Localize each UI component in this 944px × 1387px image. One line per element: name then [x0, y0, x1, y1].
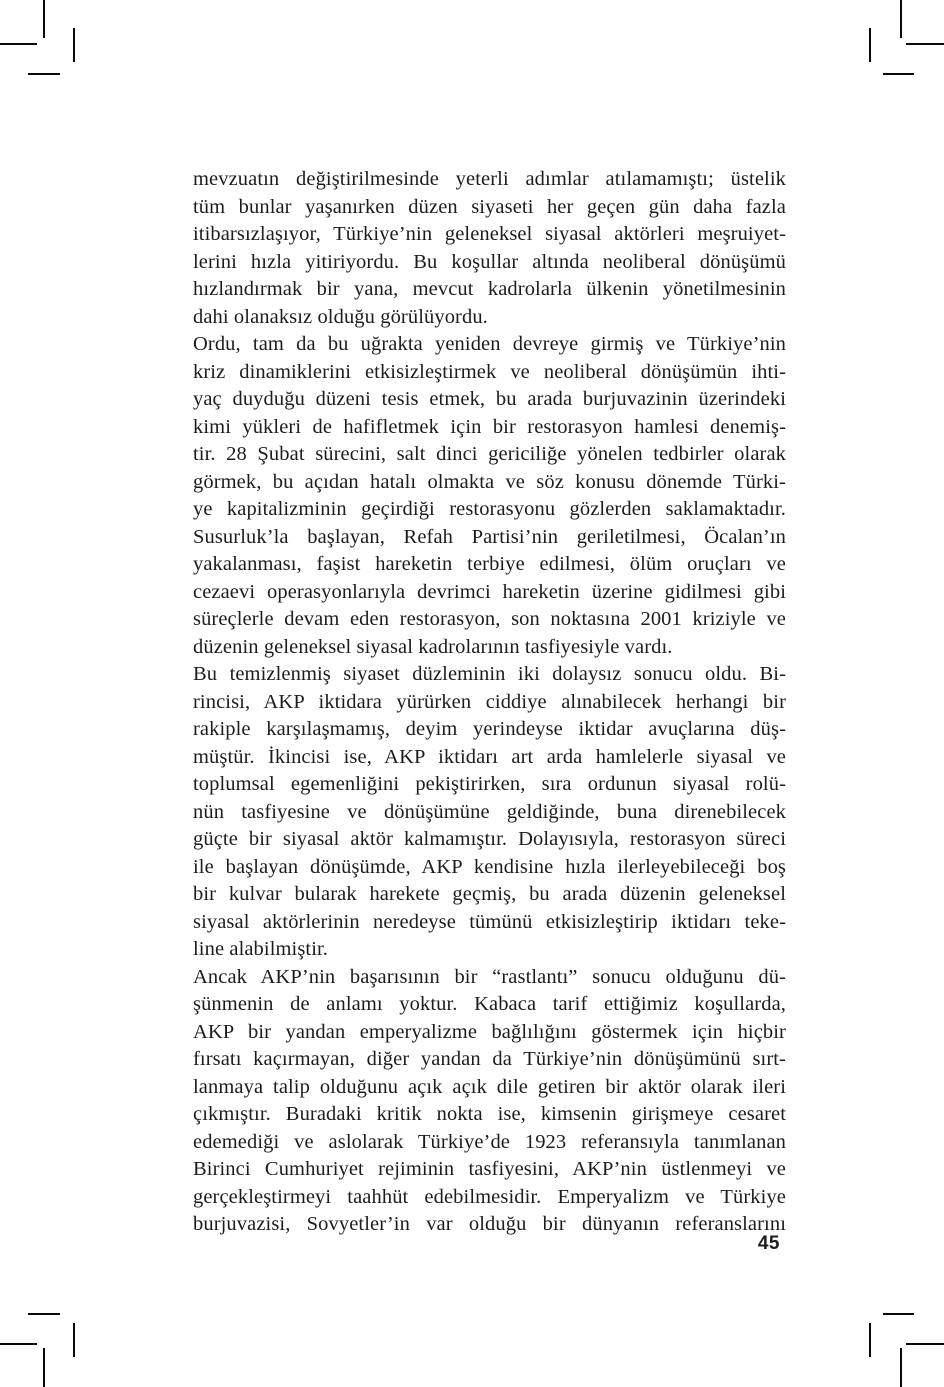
crop-mark-bottom-right-outer-horizontal: [906, 1343, 944, 1345]
crop-mark-top-right-outer-horizontal: [906, 43, 944, 45]
text-line: süreçlerle devam eden restorasyon, son noktasına 2001 kriziyle ve: [193, 608, 786, 630]
text-line: ye kapitalizminin geçirdiği restorasyonu gözlerden saklamaktadır.: [193, 498, 786, 520]
text-line: edemediği ve aslolarak Türkiye’de 1923 referansıyla tanımlanan: [193, 1130, 786, 1153]
text-line: mevzuatın değiştirilmesinde yeterli adımlar atılamamıştı; üstelik: [193, 168, 786, 190]
text-line: müştür. İkincisi ise, AKP iktidarı art arda hamlelerle siyasal ve: [193, 745, 786, 768]
text-line: gerçekleştirmeyi taahhüt edebilmesidir. Emperyalizm ve Türkiye: [193, 1185, 786, 1208]
text-line: bir kulvar bularak harekete geçmiş, bu arada düzenin geleneksel: [193, 883, 786, 905]
text-line: rincisi, AKP iktidara yürürken ciddiye alınabilecek herhangi bir: [193, 690, 786, 713]
text-line: ile başlayan dönüşümde, AKP kendisine hızla ilerleyebileceği boş: [193, 855, 786, 878]
paragraph: [193, 166, 786, 331]
crop-mark-bottom-left-inner-horizontal: [28, 1313, 60, 1315]
text-line: toplumsal egemenliğini pekiştirirken, sıra ordunun siyasal rolü-: [193, 773, 786, 795]
text-line: line alabilmiştir.: [193, 938, 329, 960]
crop-mark-top-left-outer-vertical: [43, 0, 45, 38]
crop-mark-top-right-outer-vertical: [900, 0, 902, 38]
text-line: AKP bir yandan emperyalizme bağlılığını göstermek için hiçbir: [193, 1020, 786, 1043]
text-line: yakalanması, faşist hareketin terbiye edilmesi, ölüm oruçları ve: [193, 553, 786, 575]
text-line: hızlandırmak bir yana, mevcut kadrolarla ülkenin yönetilmesinin: [193, 278, 786, 300]
text-line: tir. 28 Şubat sürecini, salt dinci gericiliğe yönelen tedbirler olarak: [193, 443, 786, 465]
crop-mark-top-right-inner-vertical: [869, 28, 871, 62]
text-line: görmek, bu açıdan hatalı olmakta ve söz konusu dönemde Türki-: [193, 470, 786, 493]
text-line: dahi olanaksız olduğu görülüyordu.: [193, 305, 488, 328]
crop-mark-top-left-inner-horizontal: [28, 73, 60, 75]
text-line: Ordu, tam da bu uğrakta yeniden devreye girmiş ve Türkiye’nin: [193, 333, 786, 355]
text-line: çıkmıştır. Buradaki kritik nokta ise, kimsenin girişmeye cesaret: [193, 1103, 786, 1125]
text-line: itibarsızlaşıyor, Türkiye’nin geleneksel siyasal aktörleri meşruiyet-: [193, 223, 786, 245]
text-line: lanmaya talip olduğunu açık açık dile getiren bir aktör olarak ileri: [193, 1075, 786, 1098]
crop-mark-bottom-left-outer-vertical: [43, 1348, 45, 1387]
page-number: 45: [757, 1233, 780, 1254]
text-line: siyasal aktörlerinin neredeyse tümünü etkisizleştirip iktidarı teke-: [193, 910, 786, 933]
text-line: tüm bunlar yaşanırken düzen siyaseti her geçen gün daha fazla: [193, 195, 786, 218]
text-line: şünmenin de anlamı yoktur. Kabaca tarif ettiğimiz koşullarda,: [193, 993, 786, 1015]
crop-mark-top-right-inner-horizontal: [883, 73, 914, 75]
crop-mark-bottom-left-inner-vertical: [73, 1323, 75, 1357]
text-line: lerini hızla yitiriyordu. Bu koşullar altında neoliberal dönüşümü: [193, 250, 786, 273]
paragraph: [193, 661, 786, 964]
text-line: düzenin geleneksel siyasal kadrolarının tasfiyesiyle vardı.: [193, 635, 673, 658]
text-line: fırsatı kaçırmayan, diğer yandan da Türkiye’nin dönüşümünü sırt-: [193, 1048, 786, 1070]
text-line: yaç duyduğu düzeni tesis etmek, bu arada burjuvazinin üzerindeki: [193, 388, 786, 410]
text-line: Susurluk’la başlayan, Refah Partisi’nin geriletilmesi, Öcalan’ın: [193, 525, 786, 548]
crop-mark-bottom-right-inner-horizontal: [883, 1313, 914, 1315]
text-line: Bu temizlenmiş siyaset düzleminin iki dolaysız sonucu oldu. Bi-: [193, 663, 786, 685]
text-line: rakiple karşılaşmamış, deyim yerindeyse iktidar avuçlarına düş-: [193, 718, 786, 740]
text-line: cezaevi operasyonlarıyla devrimci hareketin üzerine gidilmesi gibi: [193, 580, 786, 603]
crop-mark-bottom-left-outer-horizontal: [0, 1343, 37, 1345]
text-line: güçte bir siyasal aktör kalmamıştır. Dolayısıyla, restorasyon süreci: [193, 828, 786, 850]
text-line: kimi yükleri de hafifletmek için bir restorasyon hamlesi denemiş-: [193, 415, 786, 438]
crop-mark-top-left-inner-vertical: [73, 28, 75, 62]
crop-mark-bottom-right-outer-vertical: [900, 1348, 902, 1387]
crop-mark-bottom-right-inner-vertical: [869, 1323, 871, 1357]
text-line: Birinci Cumhuriyet rejiminin tasfiyesini, AKP’nin üstlenmeyi ve: [193, 1158, 786, 1180]
crop-mark-top-left-outer-horizontal: [0, 43, 37, 45]
text-line: nün tasfiyesine ve dönüşümüne geldiğinde, buna direnebilecek: [193, 800, 786, 823]
paragraph: [193, 964, 786, 1239]
text-line: burjuvazisi, Sovyetler’in var olduğu bir dünyanın referanslarını: [193, 1213, 786, 1235]
text-line: kriz dinamiklerini etkisizleştirmek ve neoliberal dönüşümün ihti-: [193, 360, 786, 383]
text-line: Ancak AKP’nin başarısının bir “rastlantı” sonucu olduğunu dü-: [193, 965, 786, 988]
body-text: [193, 166, 786, 1239]
paragraph: [193, 331, 786, 661]
